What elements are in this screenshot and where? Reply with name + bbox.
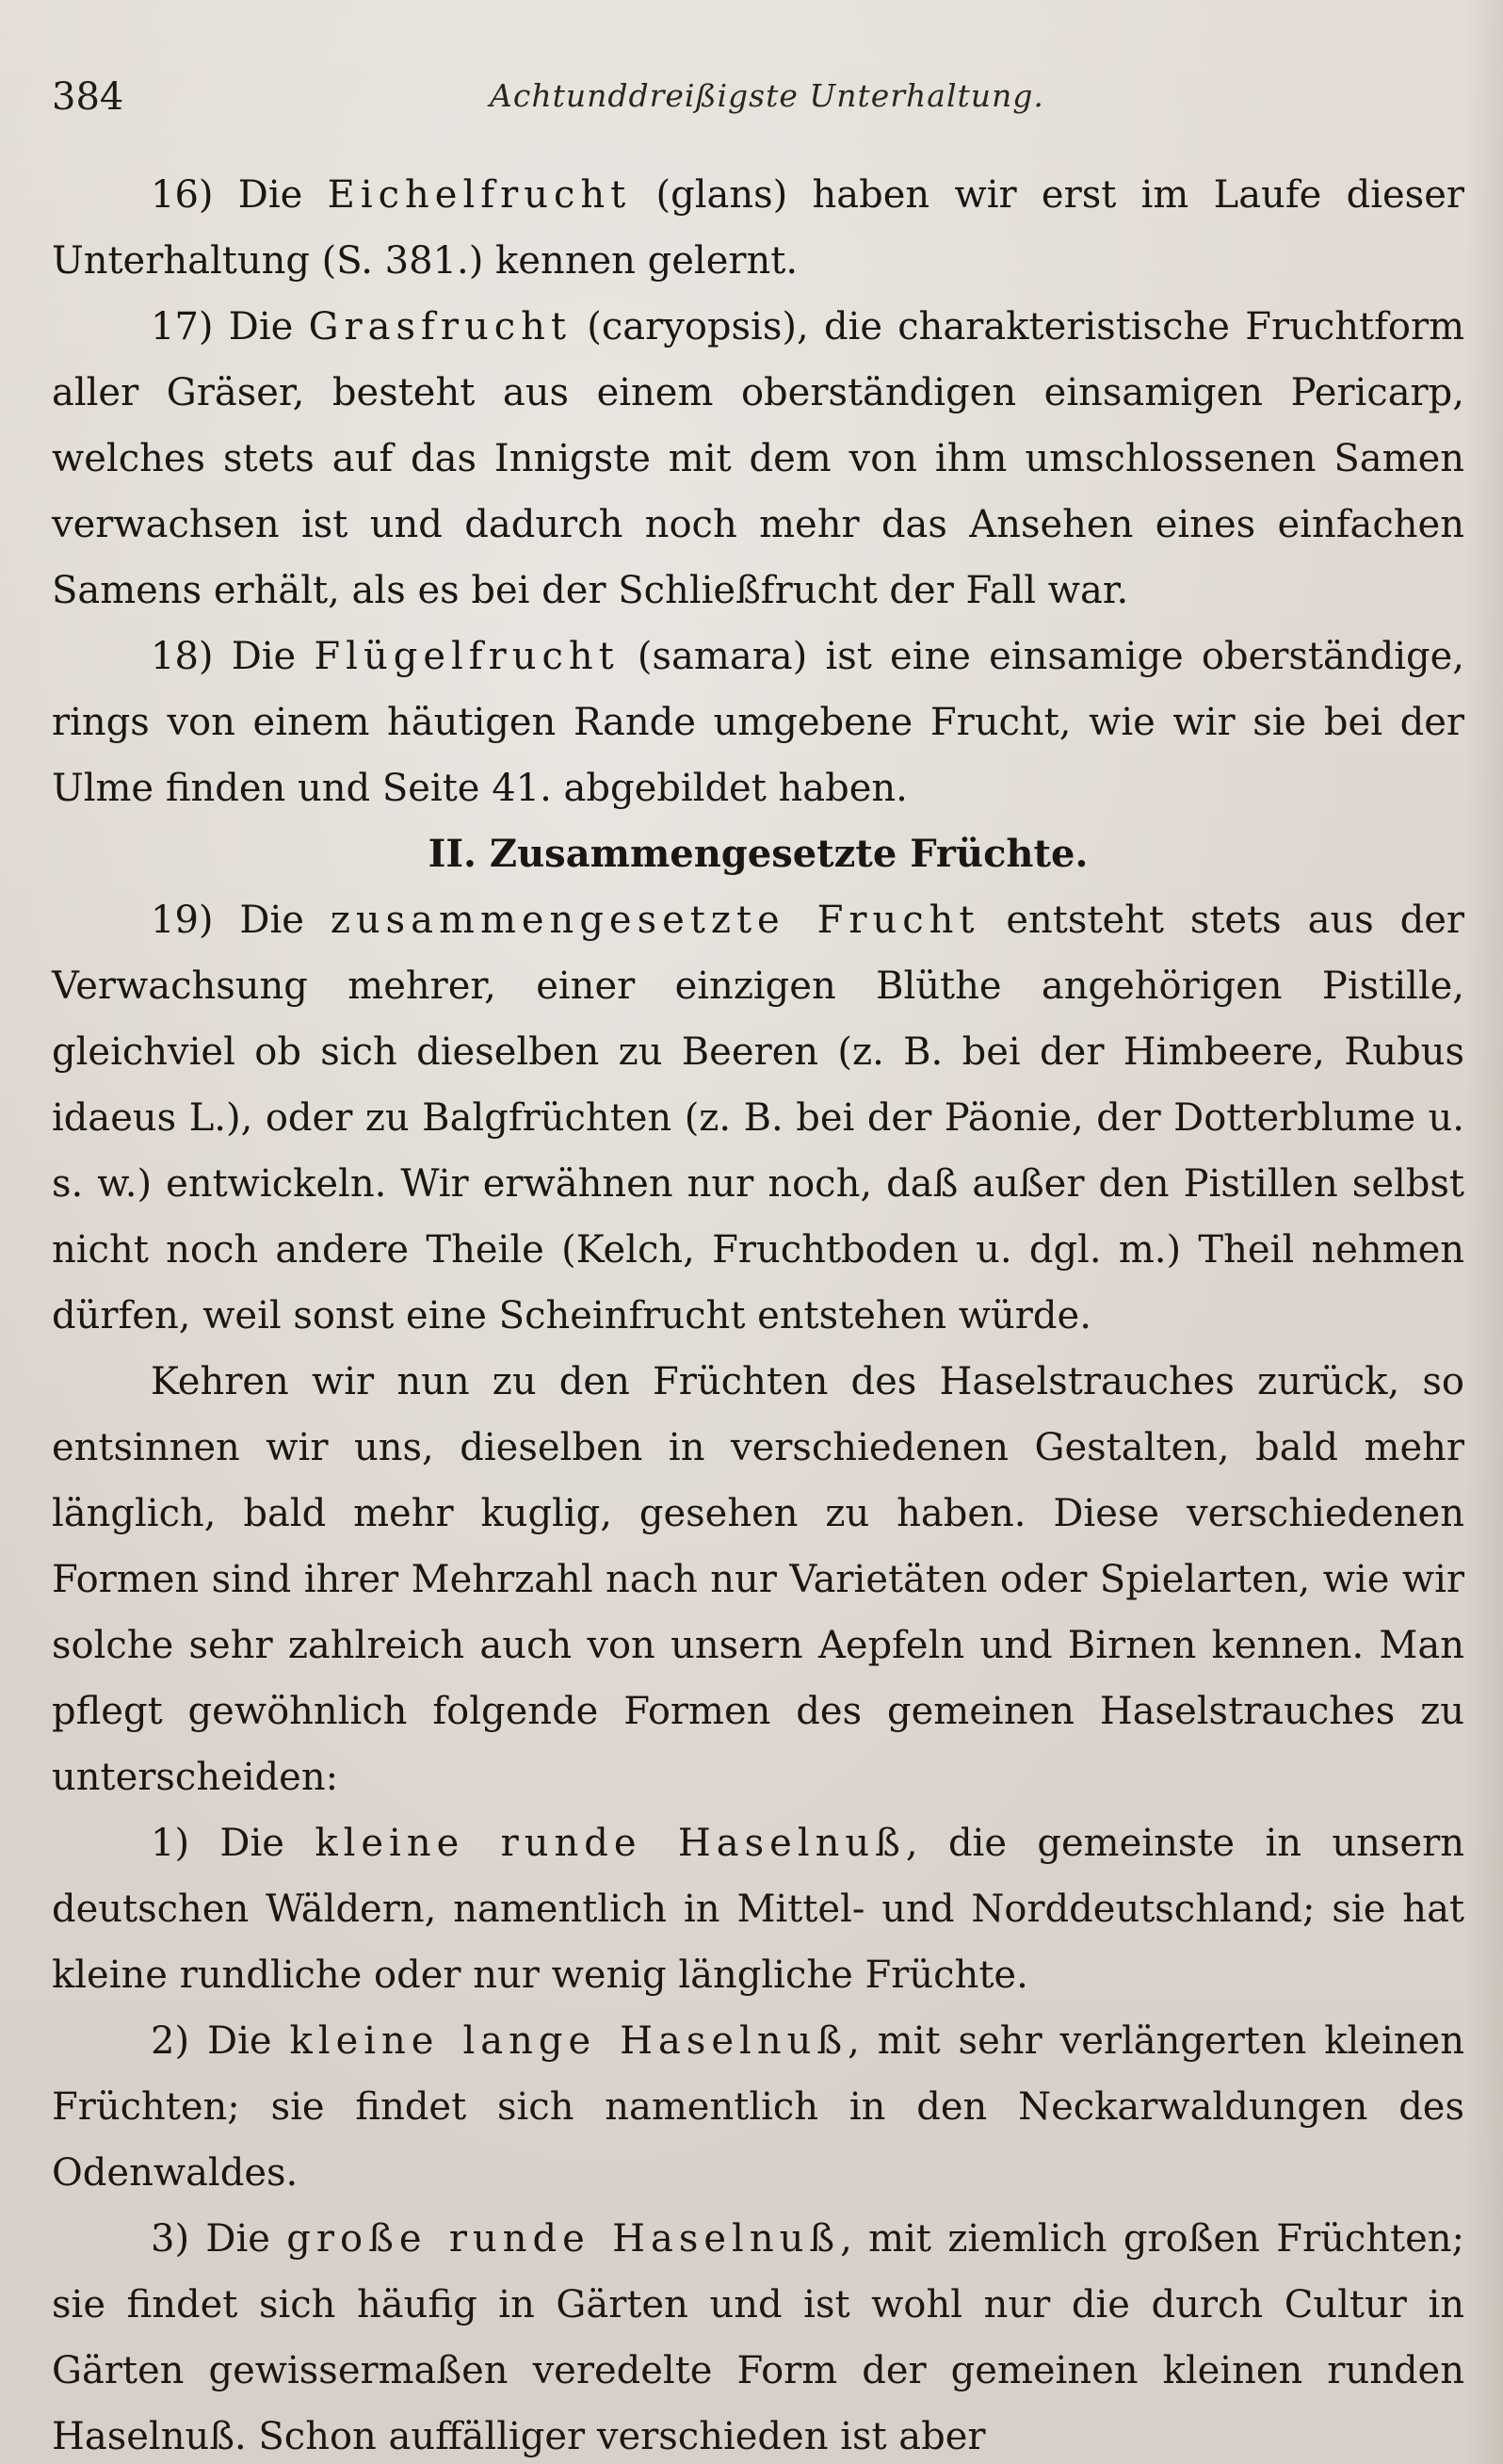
- paragraph-variety-3: [52, 2206, 1464, 2464]
- term-fluegelfrucht: Flügelfrucht: [314, 635, 620, 678]
- section-heading: II. Zusammengesetzte Früchte.: [428, 832, 1089, 876]
- paragraph-prefix: 1) Die: [151, 1822, 315, 1865]
- term-eichelfrucht: Eichelfrucht: [327, 173, 632, 217]
- paragraph-variety-2: [52, 2008, 1464, 2206]
- paragraph-17: [52, 294, 1464, 624]
- term-grasfrucht: Grasfrucht: [308, 305, 572, 349]
- body-text: [52, 162, 1464, 2464]
- paragraph-text: , mit ziemlich großen Früchten; sie findet sich häufig in Gärten und ist wohl nur die durch Cultur in Gärten gewissermaßen veredelte Form der gemeinen kleinen runden Haselnuß. Schon auffälliger verschieden ist aber: [52, 2217, 1464, 2458]
- paragraph-text: Kehren wir nun zu den Früchten des Haselstrauches zurück, so entsinnen wir uns, dieselben in verschiedenen Gestalten, bald mehr länglich, bald mehr kuglig, gesehen zu haben. Diese verschiedenen Formen sind ihrer Mehrzahl nach nur Varietäten oder Spielarten, wie wir solche sehr zahlreich auch von unsern Aepfeln und Birnen kennen. Man pflegt gewöhnlich folgende Formen des gemeinen Haselstrauches zu unterscheiden:: [52, 1360, 1464, 1799]
- paragraph-variety-1: [52, 1810, 1464, 2008]
- term-kleine-lange-haselnuss: kleine lange Haselnuß: [289, 2019, 848, 2063]
- paragraph-19: [52, 887, 1464, 1349]
- paragraph-text: , mit sehr verlängerten kleinen Früchten; sie findet sich namentlich in den Neckarwaldungen des Odenwaldes.: [52, 2019, 1464, 2195]
- running-head: Achtunddreißigste Unterhaltung.: [490, 77, 1044, 114]
- paragraph-text: (glans) haben wir erst im Laufe dieser Unterhaltung (S. 381.) kennen gelernt.: [52, 173, 1464, 283]
- paragraph-text: (samara) ist eine einsamige oberständige, rings von einem häutigen Rande umgebene Frucht, wie wir sie bei der Ulme finden und Seite 41. abgebildet haben.: [52, 635, 1464, 810]
- paragraph-prefix: 2) Die: [151, 2019, 290, 2063]
- term-zusammengesetzte-frucht: zusammengesetzte Frucht: [330, 899, 980, 942]
- paragraph-text: (caryopsis), die charakteristische Fruchtform aller Gräser, besteht aus einem oberständigen einsamigen Pericarp, welches stets auf das Innigste mit dem von ihm umschlossenen Samen verwachsen ist und dadurch noch mehr das Ansehen eines einfachen Samens erhält, als es bei der Schließfrucht der Fall war.: [52, 305, 1465, 612]
- paragraph-18: [52, 624, 1464, 821]
- paragraph-prefix: 16) Die: [151, 173, 328, 217]
- term-grosse-runde-haselnuss: große runde Haselnuß: [286, 2217, 841, 2261]
- paragraph-text: entsteht stets aus der Verwachsung mehrer, einer einzigen Blüthe angehörigen Pistille, gleichviel ob sich dieselben zu Beeren (z. B. bei der Himbeere, Rubus idaeus L.), oder zu Balgfrüchten (z. B. bei der Päonie, der Dotterblume u. s. w.) entwickeln. Wir erwähnen nur noch, daß außer den Pistillen selbst nicht noch andere Theile (Kelch, Fruchtboden u. dgl. m.) Theil nehmen dürfen, weil sonst eine Scheinfrucht entstehen würde.: [52, 899, 1465, 1337]
- paragraph-haselstrauch: [52, 1349, 1464, 1810]
- page-header: [52, 64, 1464, 121]
- paragraph-text: , die gemeinste in unsern deutschen Wäldern, namentlich in Mittel- und Norddeutschland; sie hat kleine rundliche oder nur wenig längliche Früchte.: [52, 1822, 1464, 1997]
- page-number: 384: [52, 75, 124, 119]
- paragraph-prefix: 18) Die: [151, 635, 315, 678]
- paragraph-prefix: 17) Die: [151, 305, 309, 349]
- term-kleine-runde-haselnuss: kleine runde Haselnuß: [315, 1822, 906, 1865]
- paragraph-prefix: 3) Die: [151, 2217, 287, 2261]
- paragraph-16: [52, 162, 1464, 294]
- paragraph-prefix: 19) Die: [151, 899, 331, 942]
